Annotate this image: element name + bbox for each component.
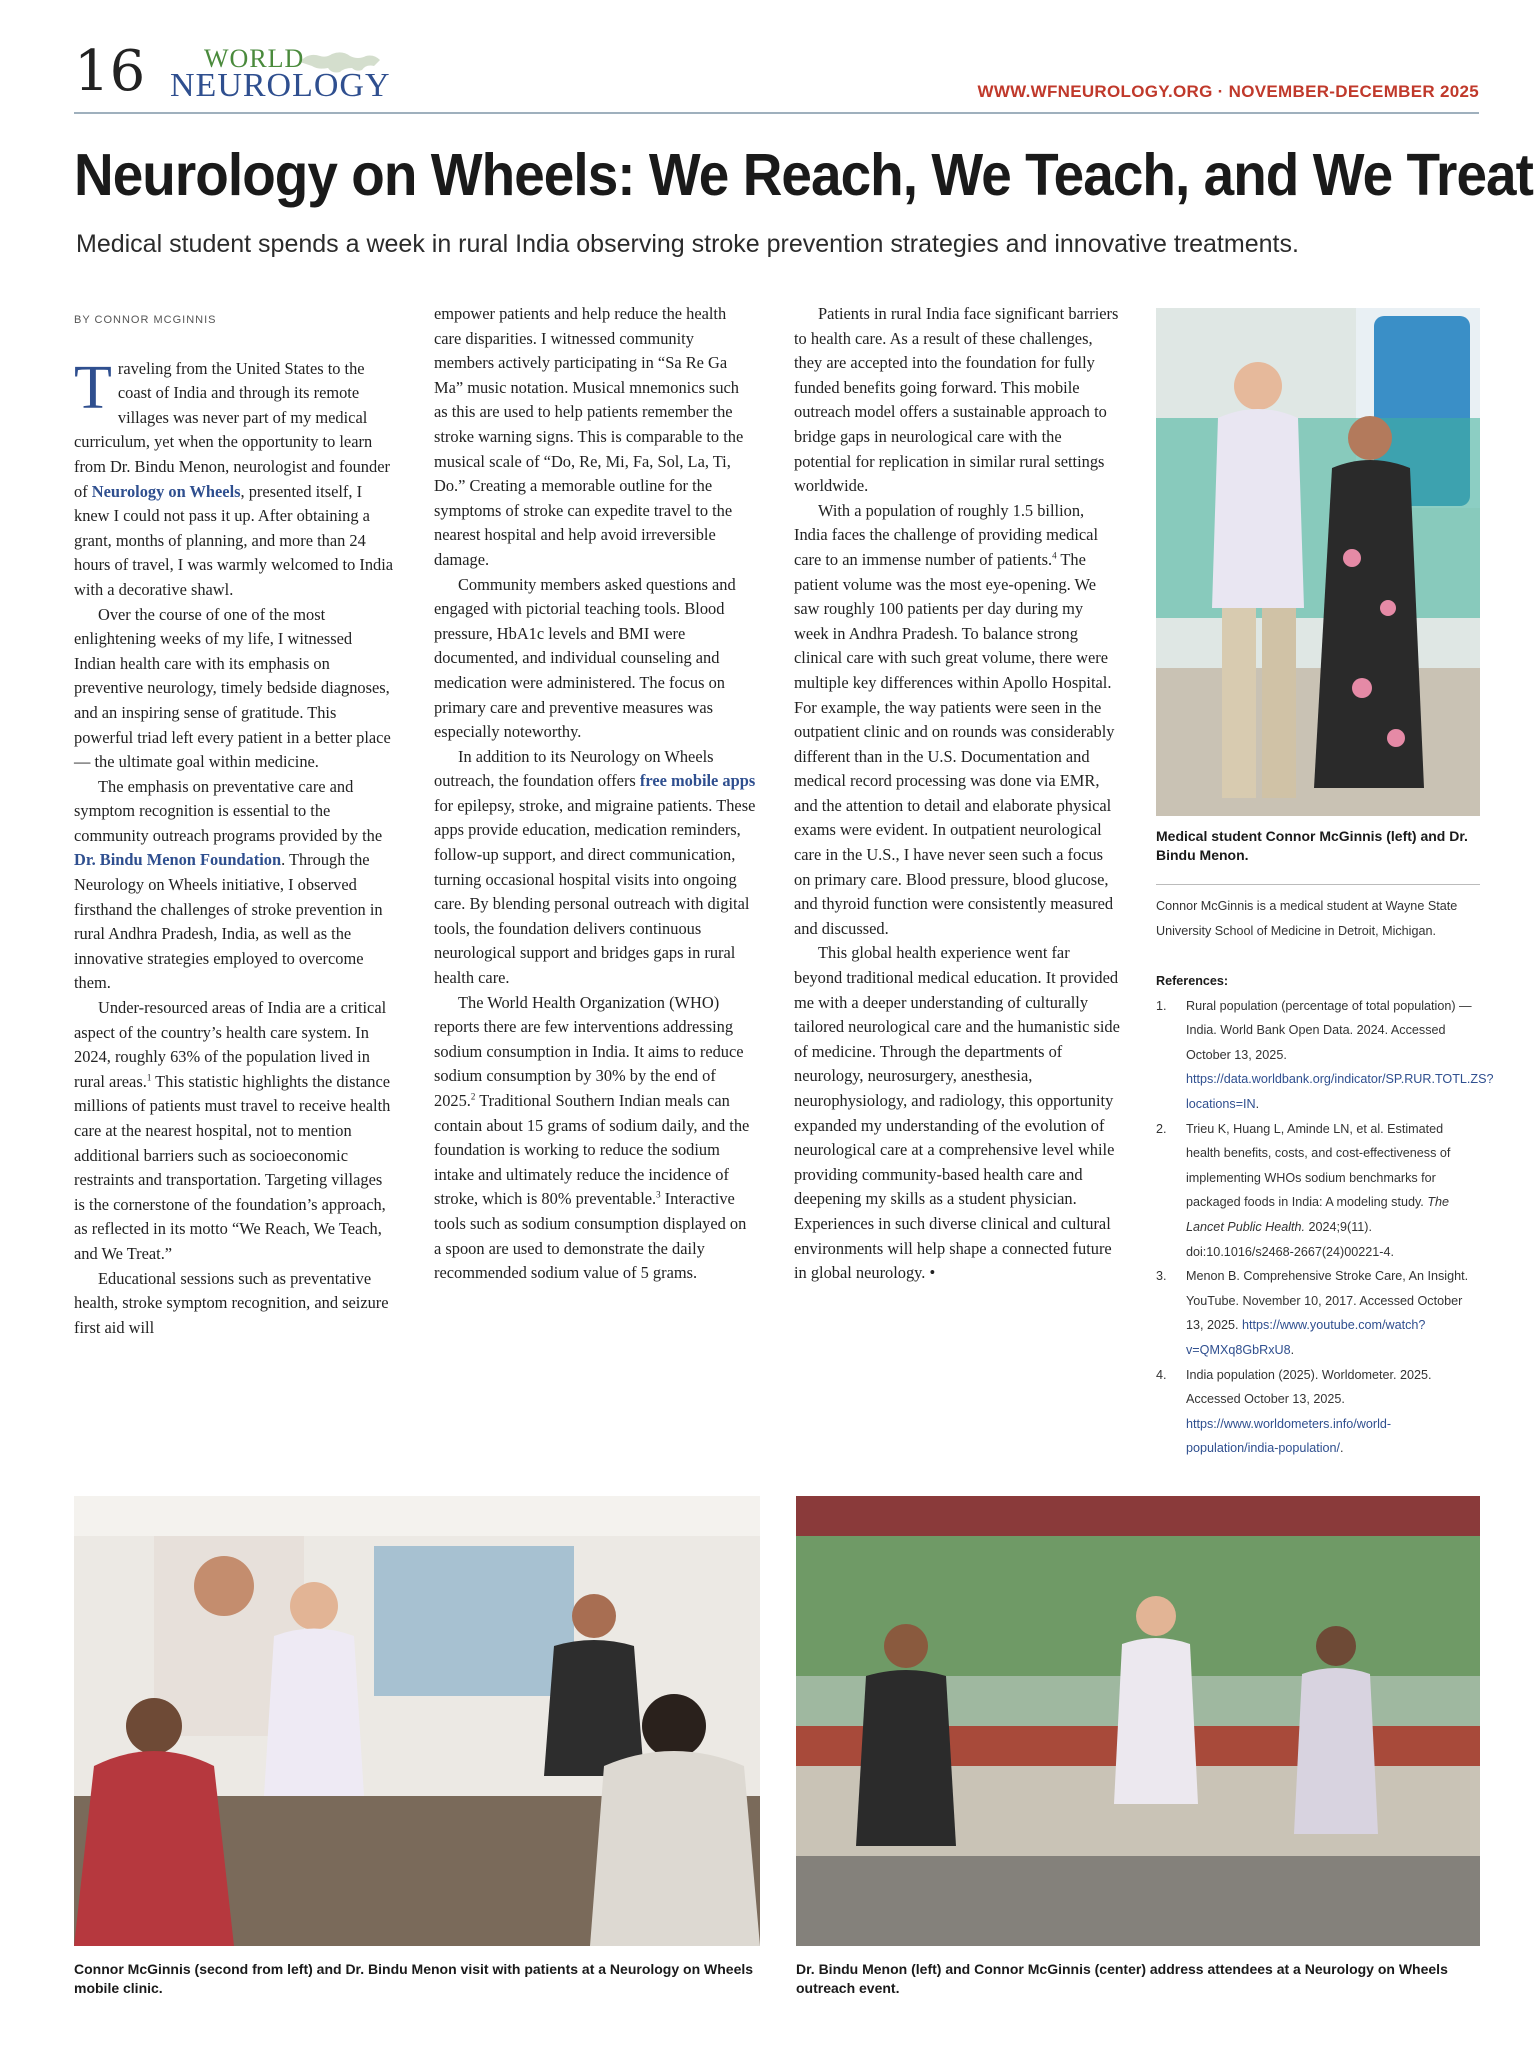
paragraph: With a population of roughly 1.5 billion, India faces the challenge of providing medical care to an immense number of patients.$^4$ The patient volume was the most eye-opening. We saw roughly 100 patients per day during my week in Andhra Pradesh. To balance strong clinical care with such great volume, there were multiple key differences within Apollo Hospital. For example, the way patients were seen in the outpatient clinic and on rounds was considerably different than in the U.S. Documentation and medical record processing was done via EMR, and the attention to detail and elaborate physical exams were evident. In outpatient neurological care in the U.S., I have never seen such a focus on primary care. Blood pressure, blood glucose, and thyroid function were consistently measured and discussed. (794, 500, 1115, 938)
reference-item: 1. Rural population (percentage of total population) — India. World Bank Open Data. 2024. Accessed October 13, 2025. https://data.worldbank.org/indicator/SP.RUR.TOTL.ZS?locations=IN. (1156, 998, 1494, 1111)
paragraph: The emphasis on preventative care and symptom recognition is essential to the community outreach programs provided by the Dr. Bindu Menon Foundation. Through the Neurology on Wheels initiative, I observed firsthand the challenges of stroke prevention in rural Andhra Pradesh, India, as well as the innovative strategies employed to overcome them. (74, 776, 383, 993)
paragraph: Patients in rural India face significant barriers to health care. As a result of these challenges, they are accepted into the foundation for fully funded benefits going forward. This mobile outreach model offers a sustainable approach to bridge gaps in neurological care with the potential for replication in similar rural settings worldwide. (794, 304, 1119, 496)
references-list (1156, 994, 1494, 1461)
paragraph: The World Health Organization (WHO) reports there are few interventions addressing sodium consumption in India. It aims to reduce sodium consumption by 30% by the end of 2025.$^2$ Traditional Southern Indian meals can contain about 15 grams of sodium daily, and the foundation is working to reduce the sodium intake and ultimately reduce the incidence of stroke, which is 80% preventable.$^3$ Interactive tools such as sodium consumption displayed on a spoon are used to demonstrate the daily recommended sodium value of 5 grams. (434, 992, 750, 1283)
page-number: 16 (74, 39, 146, 104)
issue-info: WWW.WFNEUROLOGY.ORG · NOVEMBER-DECEMBER 2025 (977, 82, 1479, 101)
body-column-1 (74, 302, 396, 1340)
paragraph: Traveling from the United States to the coast of India and through its remote villages was never part of my medical curriculum, yet when the opportunity to learn from Dr. Bindu Menon, neurologist and founder of Neurology on Wheels, presented itself, I knew I could not pass it up. After obtaining a grant, months of planning, and more than 24 hours of travel, I was warmly welcomed to India with a decorative shawl. (74, 353, 394, 599)
portrait-caption: Medical student Connor McGinnis (left) and Dr. Bindu Menon. (1156, 828, 1468, 863)
foundation-link[interactable]: Dr. Bindu Menon Foundation (74, 850, 282, 870)
drop-cap: T (74, 353, 112, 422)
reference-link[interactable]: https://data.worldbank.org/indicator/SP.RUR.TOTL.ZS?locations=IN (1186, 1072, 1494, 1111)
paragraph: Under-resourced areas of India are a critical aspect of the country’s health care system. In 2024, roughly 63% of the population lived in rural areas.$^1$ This statistic highlights the distance millions of patients must travel to receive health care at the nearest hospital, not to mention additional barriers such as socioeconomic restraints and transportation. Targeting villages is the cornerstone of the foundation’s approach, as reflected in its motto “We Reach, We Teach, and We Treat.” (74, 998, 391, 1263)
reference-item: 4. India population (2025). Worldometer. 2025. Accessed October 13, 2025. https://www.worldometers.info/world-population/india-population/. (1156, 1367, 1432, 1456)
reference-item: 3. Menon B. Comprehensive Stroke Care, An Insight. YouTube. November 10, 2017. Accessed October 13, 2025. https://www.youtube.com/watch?v=QMXq8GbRxU8. (1156, 1269, 1469, 1357)
logo-word-neurology: NEUROLOGY (170, 67, 391, 104)
paragraph: This global health experience went far beyond traditional medical education. It provided me with a deeper understanding of culturally tailored neurological care and the humanistic side of medicine. Through the departments of neurology, neurosurgery, anesthesia, neurophysiology, and radiology, this opportunity expanded my understanding of the evolution of neurological care at a comprehensive level while providing community-based health care and deepening my skills as a student physician. Experiences in such diverse clinical and cultural environments will help shape a connected future in global neurology. • (794, 943, 1120, 1283)
byline: BY CONNOR MCGINNIS (74, 314, 217, 326)
world-neurology-logo (170, 46, 390, 106)
clinic-photo (74, 1496, 760, 1946)
article-dek: Medical student spends a week in rural India observing stroke prevention strategies and innovative treatments. (76, 230, 1299, 258)
outreach-photo-caption: Dr. Bindu Menon (left) and Connor McGinnis (center) address attendees at a Neurology on Wheels outreach event. (796, 1961, 1448, 1996)
neurology-on-wheels-link[interactable]: Neurology on Wheels (91, 481, 241, 501)
references (1156, 969, 1494, 1461)
portrait-illustration (1156, 308, 1480, 816)
clinic-illustration (74, 1496, 760, 1946)
clinic-photo-caption: Connor McGinnis (second from left) and Dr. Bindu Menon visit with patients at a Neurology on Wheels mobile clinic. (74, 1961, 754, 1996)
article-headline: Neurology on Wheels: We Reach, We Teach, and We Treat (74, 142, 1533, 208)
outreach-event-photo (796, 1496, 1480, 1946)
divider (1156, 884, 1480, 885)
masthead (74, 40, 1479, 114)
logo-word-world: WORLD (204, 44, 305, 73)
outreach-illustration (796, 1496, 1480, 1946)
reference-link[interactable]: https://www.worldometers.info/world-population/india-population/ (1186, 1416, 1392, 1456)
reference-link[interactable]: https://www.youtube.com/watch?v=QMXq8GbRxU8 (1186, 1318, 1426, 1357)
body-column-3 (794, 302, 1120, 1286)
paragraph: Educational sessions such as preventative health, stroke symptom recognition, and seizure first aid will (74, 1268, 389, 1337)
body-column-2 (434, 302, 756, 1286)
reference-item: 2. Trieu K, Huang L, Aminde LN, et al. Estimated health benefits, costs, and cost-effectiveness of implementing WHOs sodium benchmarks for packaged foods in India: A modeling study. The Lancet Public Health. 2024;9(11). doi:10.1016/s2468-2667(24)00221-4. (1156, 1121, 1451, 1259)
paragraph: Community members asked questions and engaged with pictorial teaching tools. Blood pressure, HbA1c levels and BMI were documented, and individual counseling and medication were administered. The focus on primary care and preventive measures was especially noteworthy. (434, 574, 736, 742)
paragraph: empower patients and help reduce the health care disparities. I witnessed community members actively participating in “Sa Re Ga Ma” music notation. Musical mnemonics such as this are used to help patients remember the stroke warning signs. This is comparable to the musical scale of “Do, Re, Mi, Fa, Sol, La, Ti, Do.” Creating a memorable outline for the symptoms of stroke can expedite travel to the nearest hospital and help avoid irreversible damage. (434, 304, 744, 569)
references-heading: References: (1156, 974, 1229, 988)
author-bio: Connor McGinnis is a medical student at Wayne State University School of Medicine in Detroit, Michigan. (1156, 899, 1458, 938)
paragraph: In addition to its Neurology on Wheels outreach, the foundation offers free mobile apps for epilepsy, stroke, and migraine patients. These apps provide education, medication reminders, follow-up support, and direct communication, turning occasional hospital visits into ongoing care. By blending personal outreach with digital tools, the foundation delivers continuous neurological support and bridges gaps in rural health care. (434, 746, 756, 988)
free-mobile-apps-link[interactable]: free mobile apps (639, 771, 756, 791)
portrait-photo (1156, 308, 1480, 816)
paragraph: Over the course of one of the most enlightening weeks of my life, I witnessed Indian health care with its emphasis on preventive neurology, timely bedside diagnoses, and an inspiring sense of gratitude. This powerful triad left every patient in a better place — the ultimate goal within medicine. (74, 604, 391, 772)
